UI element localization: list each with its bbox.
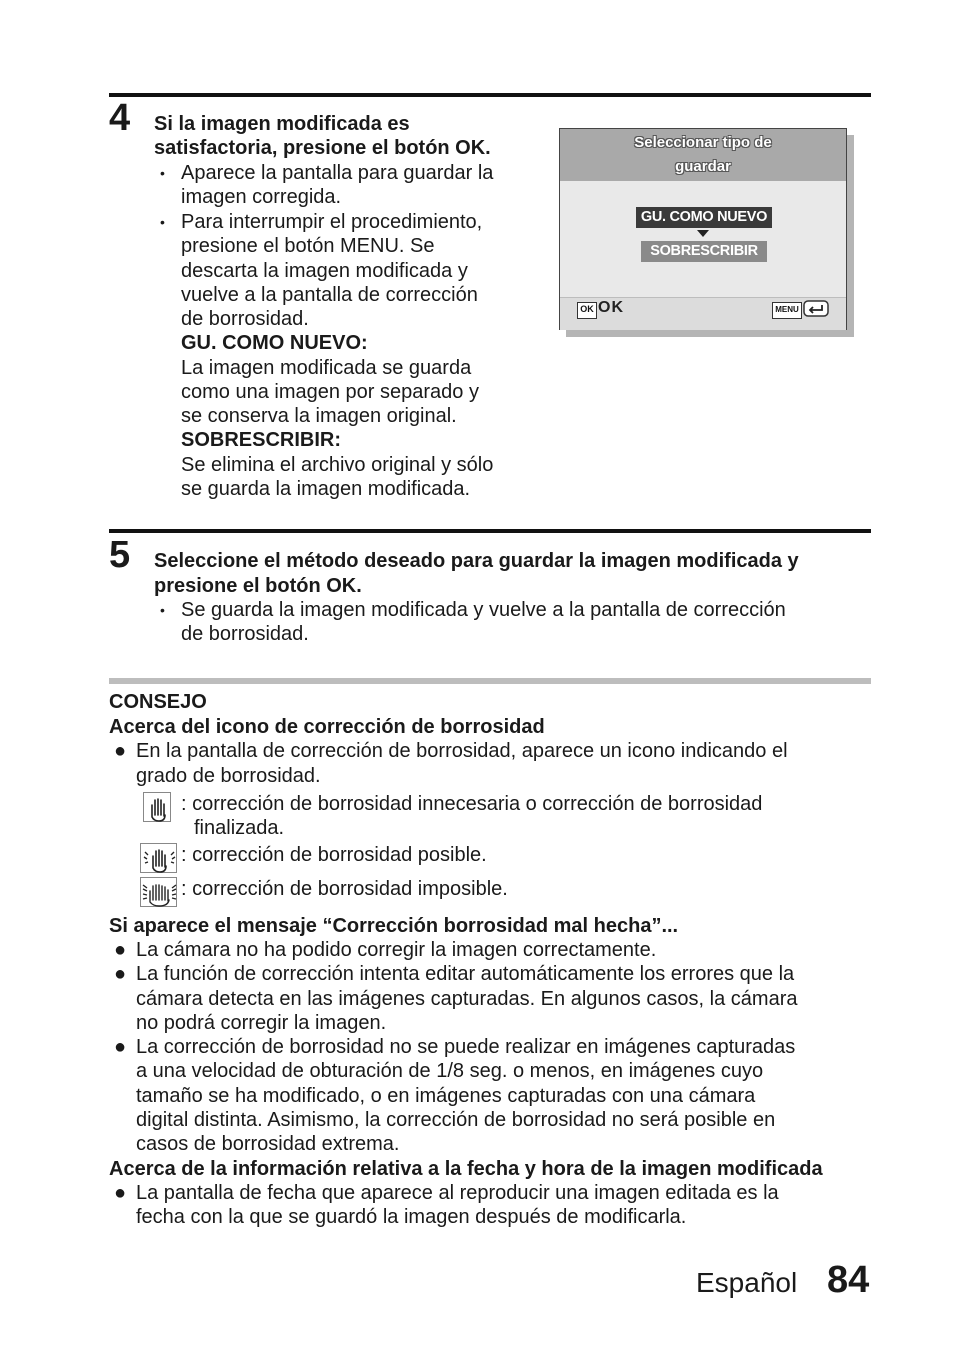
page-number: 84 <box>827 1259 870 1301</box>
tip-s2-b2-line3: no podrá corregir la imagen. <box>136 1012 387 1034</box>
return-icon <box>803 300 829 318</box>
icon3-desc: : corrección de borrosidad imposible. <box>181 878 508 900</box>
hand-steady-icon <box>143 792 171 822</box>
step4-rule <box>109 93 871 97</box>
step4-bullet2-line5: de borrosidad. <box>181 308 309 330</box>
option1-line1: La imagen modificada se guarda <box>181 357 472 379</box>
tip-subheading-error: Si aparece el mensaje “Corrección borrosidad mal hecha”... <box>109 915 679 937</box>
menu-key-icon: MENU <box>772 302 802 319</box>
option2-line1: Se elimina el archivo original y sólo <box>181 454 494 476</box>
step5-bullet1-line2: de borrosidad. <box>181 623 309 645</box>
option1-line2: como una imagen por separado y <box>181 381 479 403</box>
option1-heading: GU. COMO NUEVO: <box>181 332 368 354</box>
tip-s1-b1-line2: grado de borrosidad. <box>136 765 321 787</box>
step5-title-line1: Seleccione el método deseado para guardar la imagen modificada y <box>154 550 799 572</box>
tip-subheading-date: Acerca de la información relativa a la fecha y hora de la imagen modificada <box>109 1158 823 1180</box>
step4-number: 4 <box>109 97 131 139</box>
step4-bullet2-line3: descarta la imagen modificada y <box>181 260 468 282</box>
tip-s1-b1-line1: En la pantalla de corrección de borrosidad, aparece un icono indicando el <box>136 740 788 762</box>
bullet-marker: ● <box>114 963 127 985</box>
step4-title-line1: Si la imagen modificada es <box>154 113 410 135</box>
bullet-marker: • <box>160 602 165 618</box>
step4-bullet2-line1: Para interrumpir el procedimiento, <box>181 211 483 233</box>
icon2-desc: : corrección de borrosidad posible. <box>181 844 487 866</box>
tip-s2-b3-line3: tamaño se ha modificado, o en imágenes capturadas con una cámara <box>136 1085 756 1107</box>
step5-rule <box>109 529 871 533</box>
tip-s2-b3-line2: a una velocidad de obturación de 1/8 seg. o menos, en imágenes cuyo <box>136 1060 764 1082</box>
bullet-marker: ● <box>114 939 127 961</box>
tip-s2-b3-line5: casos de borrosidad extrema. <box>136 1133 400 1155</box>
ok-key-icon: OK <box>577 302 597 319</box>
icon1-desc-line2: finalizada. <box>194 817 285 839</box>
screen-title-line2: guardar <box>675 158 731 175</box>
step4-bullet2-line2: presione el botón MENU. Se <box>181 235 435 257</box>
step4-bullet1-line1: Aparece la pantalla para guardar la <box>181 162 494 184</box>
tip-s2-b3-line4: digital distinta. Asimismo, la corrección de borrosidad no será posible en <box>136 1109 776 1131</box>
step4-bullet2-line4: vuelve a la pantalla de corrección <box>181 284 478 306</box>
option2-heading: SOBRESCRIBIR: <box>181 429 342 451</box>
tip-heading: CONSEJO <box>109 691 207 713</box>
footer-language: Español <box>696 1267 798 1298</box>
bullet-marker: • <box>160 214 165 230</box>
bullet-marker: • <box>160 165 165 181</box>
step5-title-line2: presione el botón OK. <box>154 575 362 597</box>
tip-s2-b2-line2: cámara detecta en las imágenes capturadas. En algunos casos, la cámara <box>136 988 798 1010</box>
hand-strong-shake-icon <box>140 877 177 907</box>
screen-title-line1: Seleccionar tipo de <box>634 134 772 151</box>
bullet-marker: ● <box>114 1182 127 1204</box>
ok-label: OK <box>598 299 624 316</box>
icon1-desc-line1: : corrección de borrosidad innecesaria o corrección de borrosidad <box>181 793 763 815</box>
tip-s3-b1-line1: La pantalla de fecha que aparece al reproducir una imagen editada es la <box>136 1182 779 1204</box>
tip-s3-b1-line2: fecha con la que se guardó la imagen después de modificarla. <box>136 1206 687 1228</box>
down-arrow-icon <box>697 230 709 238</box>
step5-bullet1-line1: Se guarda la imagen modificada y vuelve a la pantalla de corrección <box>181 599 786 621</box>
step4-title-line2: satisfactoria, presione el botón OK. <box>154 137 491 159</box>
tip-subheading-icon: Acerca del icono de corrección de borrosidad <box>109 716 545 738</box>
hand-shake-icon <box>140 843 177 873</box>
step5-number: 5 <box>109 534 131 576</box>
bullet-marker: ● <box>114 740 127 762</box>
tip-s2-b1: La cámara no ha podido corregir la imagen correctamente. <box>136 939 657 961</box>
option-gu-como-nuevo[interactable]: GU. COMO NUEVO <box>636 207 772 228</box>
tip-s2-b2-line1: La función de corrección intenta editar automáticamente los errores que la <box>136 963 795 985</box>
option1-line3: se conserva la imagen original. <box>181 405 457 427</box>
bullet-marker: ● <box>114 1036 127 1058</box>
tip-rule <box>109 678 871 684</box>
camera-screen <box>559 128 847 330</box>
option-sobrescribir[interactable]: SOBRESCRIBIR <box>641 241 767 262</box>
step4-bullet1-line2: imagen corregida. <box>181 186 342 208</box>
option2-line2: se guarda la imagen modificada. <box>181 478 471 500</box>
tip-s2-b3-line1: La corrección de borrosidad no se puede realizar en imágenes capturadas <box>136 1036 796 1058</box>
